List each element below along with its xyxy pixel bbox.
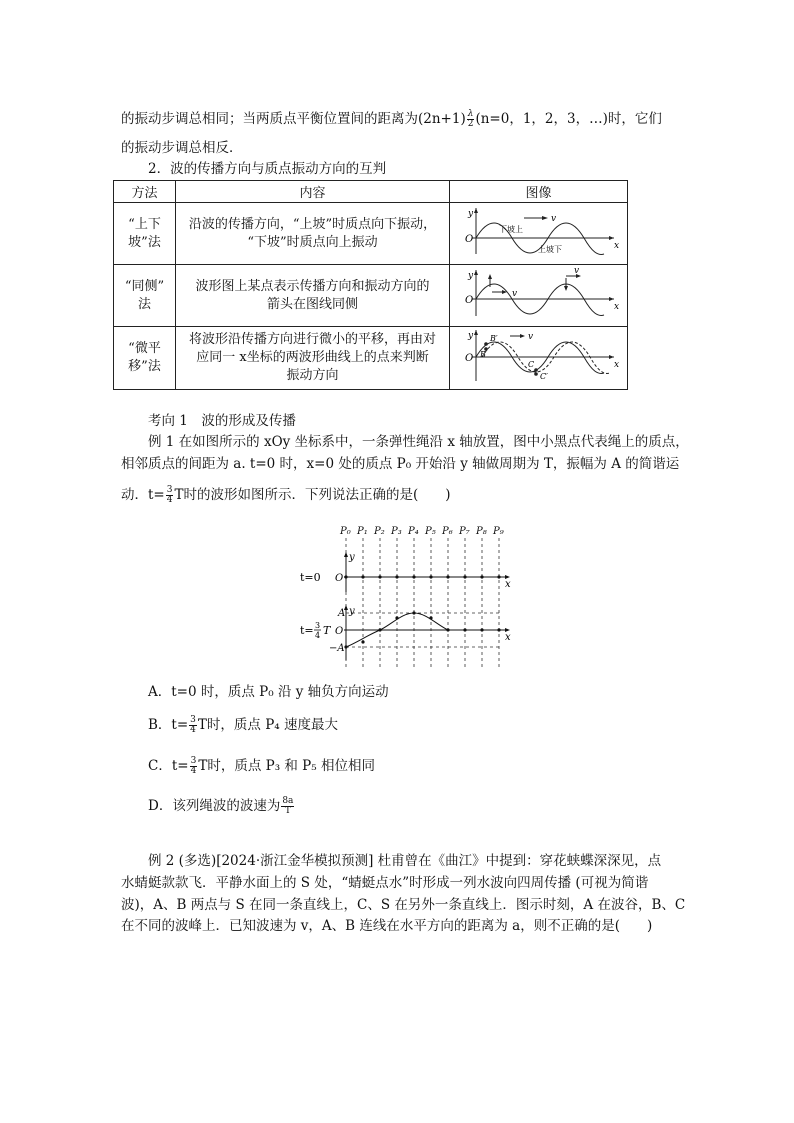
svg-text:P₀: P₀ [340,526,351,537]
svg-text:x: x [505,579,511,590]
table-row: “微平 移”法 将波形沿传播方向进行微小的平移，再由对 应同一 x坐标的两波形曲线上的点来判断 振动方向 y O x B B′ C C′ v [114,327,628,390]
svg-text:v: v [550,214,556,224]
svg-text:y: y [349,606,355,617]
option-c: C．t= $\frac{3}{4}$ T时，质点 P₃ 和 P₅ 相位相同 [148,756,375,776]
svg-text:P₃: P₃ [391,526,402,537]
svg-text:4: 4 [315,631,321,640]
svg-text:P₁: P₁ [357,526,368,537]
option-b: B．t= $\frac{3}{4}$ T时，质点 P₄ 速度最大 [148,715,338,735]
rope-wave-figure [300,520,520,670]
svg-text:C′: C′ [539,372,548,381]
option-d: D．该列绳波的波速为 $\frac{8a}{T}$ [148,796,294,816]
svg-text:x: x [613,302,619,312]
svg-text:t=0: t=0 [300,571,321,584]
example-1-line-2: 相邻质点的间距为 a. t=0 时，x=0 处的质点 P₀ 开始沿 y 轴做周期为 T，振幅为 A 的简谐运 [121,456,680,472]
svg-text:O: O [335,626,344,637]
uphill-downhill-diagram [454,204,624,259]
svg-text:P₇: P₇ [459,526,470,537]
svg-text:P₄: P₄ [408,526,419,537]
methods-table [113,180,628,390]
svg-text:y: y [467,209,473,219]
svg-text:t=: t= [300,624,314,637]
example-1-line-3: 动．t= $\frac{3}{4}$ T时的波形如图所示．下列说法正确的是( ) [121,485,451,505]
svg-text:上坡下: 上坡下 [537,245,562,254]
intro-line-2: 的振动步调总相反． [121,140,243,156]
svg-text:O: O [335,573,344,584]
svg-text:x: x [505,632,511,643]
example-2-line-4: 在不同的波峰上．已知波速为 v，A、B 连线在水平方向的距离为 a，则不正确的是( ) [121,918,653,934]
svg-text:C: C [527,360,534,369]
option-a: A．t=0 时，质点 P₀ 沿 y 轴负方向运动 [148,684,389,700]
example-2-line-2: 水蜻蜓款款飞．平静水面上的 S 处，“蜻蜓点水”时形成一列水波向四周传播 (可视为简谐 [121,875,649,891]
svg-text:3: 3 [315,621,321,630]
example-2-line-3: 波)，A、B 两点与 S 在同一条直线上，C、S 在另外一条直线上．图示时刻，A 在波谷，B、C [121,897,686,913]
section-2-title: 2．波的传播方向与质点振动方向的互判 [148,161,387,177]
svg-text:P₂: P₂ [374,526,385,537]
svg-text:y: y [467,331,473,341]
example-2-line-1: 例 2 (多选)[2024·浙江金华模拟预测] 杜甫曾在《曲江》中提到：穿花蛱蝶深深见，点 [148,853,662,869]
svg-text:B′: B′ [489,334,498,343]
svg-text:P₉: P₉ [493,526,504,537]
svg-text:P₆: P₆ [442,526,453,537]
svg-text:A: A [338,608,346,619]
svg-text:v: v [527,332,533,342]
svg-text:P₅: P₅ [425,526,436,537]
svg-text:T: T [323,624,331,637]
small-shift-diagram [454,327,624,385]
example-1-line-1: 例 1 在如图所示的 xOy 坐标系中，一条弹性绳沿 x 轴放置，图中小黑点代表绳上的质点， [148,434,689,450]
intro-line-1: 的振动步调总相同；当两质点平衡位置间的距离为(2n+1) $\frac{\lambda}{2}$ (n=0，1，2，3，…)时，它们 [121,109,662,129]
kaoxiang-title: 考向 1 波的形成及传播 [148,413,296,429]
svg-text:y: y [349,552,355,563]
svg-text:x: x [613,241,619,251]
svg-text:O: O [464,295,473,306]
svg-text:−A: −A [329,643,345,654]
table-header-row [114,181,628,203]
table-header-figure: 图像 [450,181,628,203]
table-header-content: 内容 [176,181,450,203]
same-side-diagram [454,266,624,321]
lambda-half-fraction: $\frac{\lambda}{2}$ [467,109,474,129]
svg-text:v: v [573,266,579,276]
table-header-method: 方法 [114,181,176,203]
svg-text:下坡上: 下坡上 [498,225,523,234]
svg-text:v: v [511,289,517,299]
svg-text:O: O [464,234,473,245]
svg-text:y: y [467,271,473,281]
table-row: “上下 坡”法 沿波的传播方向，“上坡”时质点向下振动， “下坡”时质点向上振动 y O x v 下坡上 上坡下 [114,203,628,265]
table-row: “同侧” 法 波形图上某点表示传播方向和振动方向的 箭头在图线同侧 y O x v v [114,265,628,327]
svg-text:x: x [613,360,619,370]
svg-text:P₈: P₈ [476,526,487,537]
svg-text:B: B [479,350,486,359]
svg-text:O: O [464,353,473,364]
